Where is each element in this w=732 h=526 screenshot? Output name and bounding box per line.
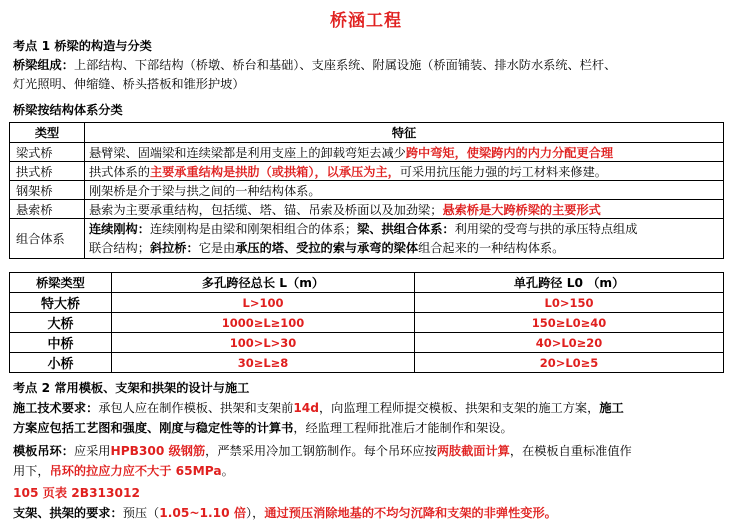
hook-line-1: 模板吊环：应采用HPB300 级钢筋，严禁采用冷加工钢筋制作。每个吊环应按两肢截面计算，在模板自重标准值作: [13, 444, 632, 458]
table-row: [10, 200, 724, 219]
single-span-cell: L0>150: [415, 293, 724, 313]
structure-table: [9, 122, 724, 259]
table-row: [10, 143, 724, 162]
table-row: [10, 353, 724, 373]
total-span-cell: 1000≥L≥100: [112, 313, 415, 333]
span-col-single: 单孔跨径 L0 （m）: [415, 273, 724, 293]
feature-cell: 刚架桥是介于梁与拱之间的一种结构体系。: [85, 181, 724, 200]
table-row: [10, 313, 724, 333]
support-line: 支架、拱架的要求：预压（1.05~1.10 倍），通过预压消除地基的不均匀沉降和支架的非弹性变形。: [13, 506, 557, 520]
structure-col-type: 类型: [10, 123, 85, 143]
total-span-cell: L>100: [112, 293, 415, 313]
total-span-cell: 100>L>30: [112, 333, 415, 353]
feature-cell: 连续刚构：连续刚构是由梁和刚架相组合的体系；梁、拱组合体系：利用梁的受弯与拱的承压特点组成 联合结构；斜拉桥：它是由承压的塔、受拉的索与承弯的梁体组合起来的一种结构体系。: [85, 219, 724, 259]
tech-line-2: 方案应包括工艺图和强度、刚度与稳定性等的计算书，经监理工程师批准后才能制作和架设。: [13, 421, 513, 435]
bridge-type-cell: 小桥: [10, 353, 112, 373]
feature-cell: 悬索为主要承重结构，包括缆、塔、锚、吊索及桥面以及加劲梁；悬索桥是大跨桥梁的主要形式: [85, 200, 724, 219]
single-span-cell: 150≥L0≥40: [415, 313, 724, 333]
composition-line-1: [13, 57, 616, 74]
table-row: [10, 181, 724, 200]
type-cell: 梁式桥: [10, 143, 85, 162]
structure-col-feature: 特征: [85, 123, 724, 143]
type-cell: 拱式桥: [10, 162, 85, 181]
span-col-total: 多孔跨径总长 L（m）: [112, 273, 415, 293]
table-row: [10, 293, 724, 313]
bridge-type-cell: 特大桥: [10, 293, 112, 313]
feature-cell: 悬臂梁、固端梁和连续梁都是利用支座上的卸载弯矩去减少跨中弯矩，使梁跨内的内力分配更合理: [85, 143, 724, 162]
composition-line-2: [13, 76, 245, 93]
span-table-header: [10, 273, 724, 293]
type-cell: 钢架桥: [10, 181, 85, 200]
hook-line-2: 用下，吊环的拉应力应不大于 65MPa。: [13, 464, 234, 478]
composition-label: 桥梁组成：: [13, 58, 74, 72]
span-table: [9, 272, 724, 373]
section-2-title: 考点 2 常用模板、支架和拱架的设计与施工: [13, 381, 250, 395]
composition-text-1: 上部结构、下部结构（桥墩、桥台和基础）、支座系统、附属设施（桥面铺装、排水防水系统、栏杆、: [73, 58, 617, 72]
table-row: [10, 333, 724, 353]
page-title: 桥涵工程: [330, 11, 402, 31]
feature-cell: 拱式体系的主要承重结构是拱肋（或拱箱），以承压为主，可采用抗压能力强的圬工材料来修建。: [85, 162, 724, 181]
type-cell: 悬索桥: [10, 200, 85, 219]
single-span-cell: 40>L0≥20: [415, 333, 724, 353]
single-span-cell: 20>L0≥5: [415, 353, 724, 373]
structure-heading: 桥梁按结构体系分类: [13, 103, 123, 117]
span-col-type: 桥梁类型: [10, 273, 112, 293]
table-row: [10, 162, 724, 181]
table-row: [10, 219, 724, 259]
bridge-type-cell: 大桥: [10, 313, 112, 333]
section-1-title: 考点 1 桥梁的构造与分类: [13, 39, 152, 53]
tech-line-1: 施工技术要求：承包人应在制作模板、拱架和支架前14d，向监理工程师提交模板、拱架和支架的施工方案，施工: [13, 401, 624, 415]
type-cell: 组合体系: [10, 219, 85, 259]
total-span-cell: 30≥L≥8: [112, 353, 415, 373]
structure-table-header: [10, 123, 724, 143]
page-reference: 105 页表 2B313012: [13, 486, 140, 500]
composition-text-2: 灯光照明、伸缩缝、桥头搭板和锥形护坡）: [13, 77, 245, 91]
bridge-type-cell: 中桥: [10, 333, 112, 353]
